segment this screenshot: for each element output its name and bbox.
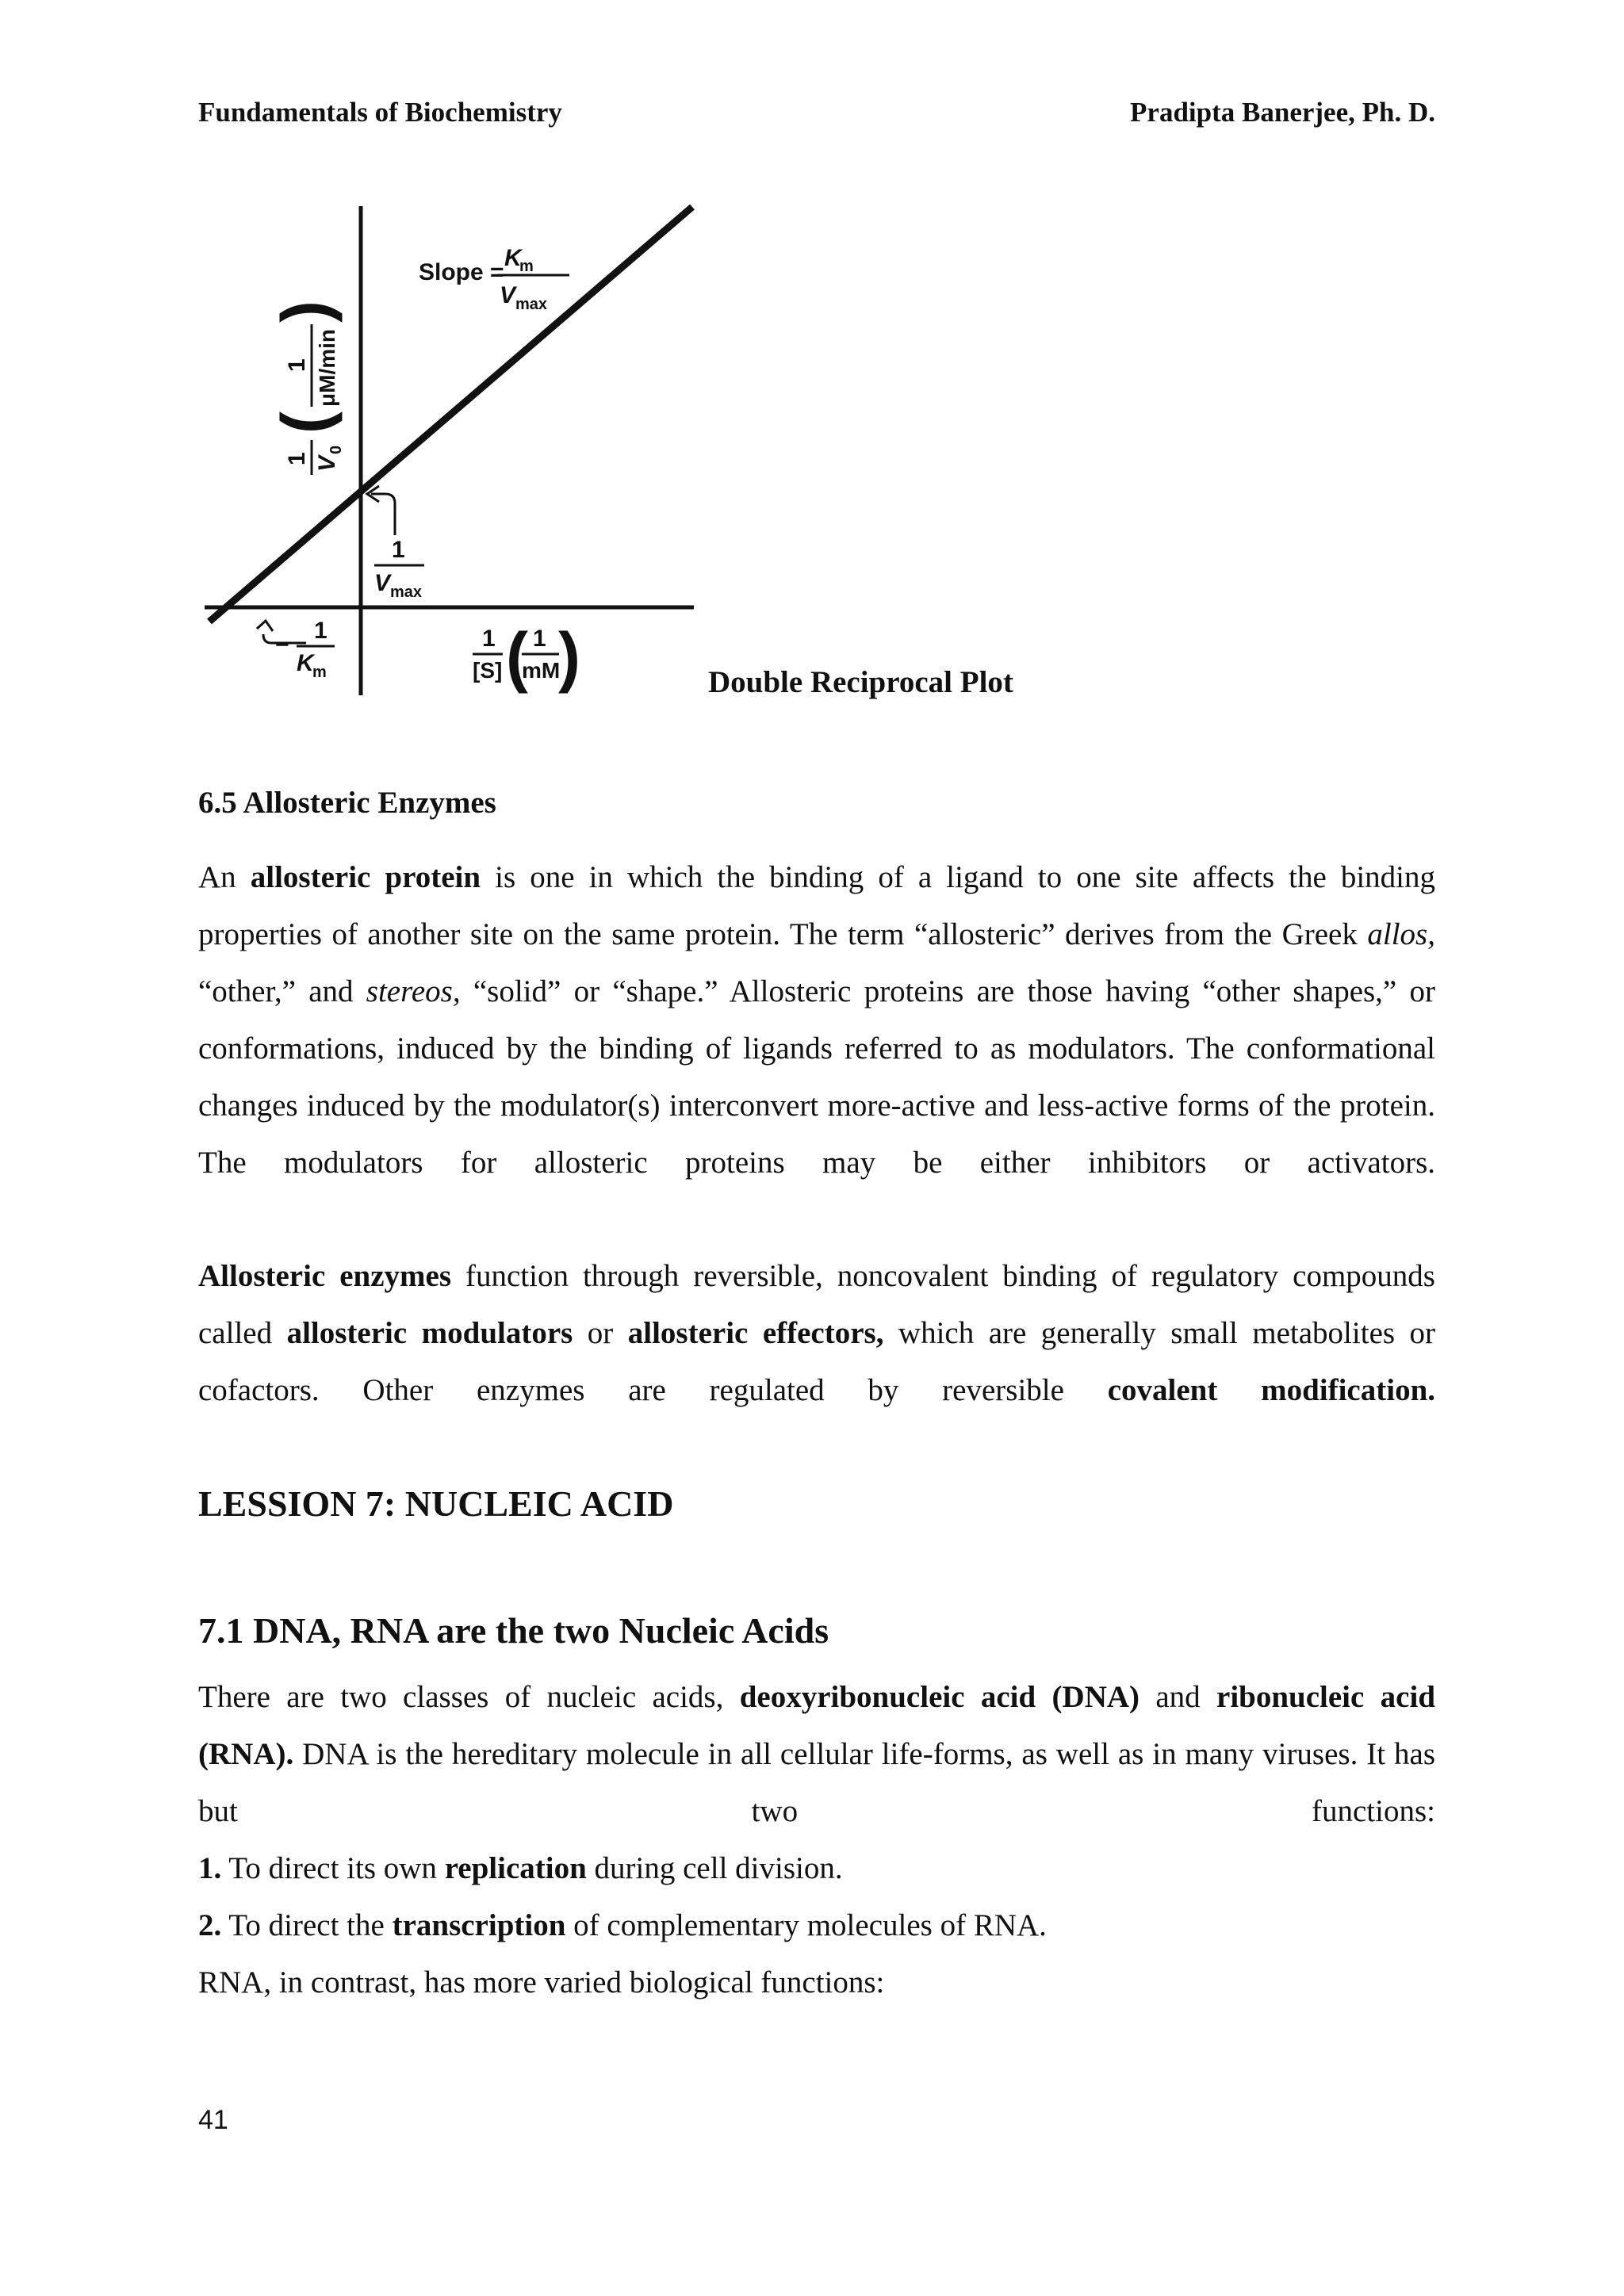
svg-text:m: m [312, 664, 327, 681]
svg-text:max: max [390, 584, 423, 601]
svg-text:): ) [558, 619, 580, 694]
svg-text:[S]: [S] [473, 658, 503, 683]
section-heading-7-1: 7.1 DNA, RNA are the two Nucleic Acids [198, 1610, 829, 1651]
slope-label [419, 245, 569, 313]
section-heading-6-5: 6.5 Allosteric Enzymes [198, 786, 496, 820]
double-reciprocal-plot [198, 194, 706, 702]
svg-text:1: 1 [284, 358, 310, 372]
y-intercept-label [367, 486, 424, 601]
svg-text:max: max [515, 296, 548, 313]
paragraph-allosteric-protein: An allosteric protein is one in which the binding of a ligand to one site affects the binding properties of another site on the same protein. The term “allosteric” derives from the Greek allos, “other,” and stereos, “solid” or “shape.” Allosteric proteins are those having “other shapes,” or conformations, induced by the binding of ligands referred to as modulators. The conformational changes induced by the modulator(s) interconvert more-active and less-active forms of the protein. The modulators for allosteric proteins may be either inhibitors or activators. [198, 860, 1435, 1180]
figure-caption: Double Reciprocal Plot [708, 665, 1013, 699]
svg-text:1: 1 [284, 452, 310, 465]
svg-text:1: 1 [482, 626, 496, 652]
svg-text:1: 1 [533, 626, 546, 652]
svg-text:(: ( [506, 619, 528, 694]
svg-text:Slope =: Slope = [419, 259, 504, 285]
svg-text:1: 1 [392, 537, 405, 563]
svg-text:m: m [519, 258, 534, 275]
svg-text:V: V [374, 570, 391, 596]
y-axis-label [268, 300, 345, 475]
svg-text:K: K [504, 245, 522, 271]
svg-text:(: ( [268, 411, 343, 434]
list-item: 2. To direct the transcription of complementary molecules of RNA. [198, 1908, 1047, 1942]
paragraph-allosteric-enzymes: Allosteric enzymes function through reversible, noncovalent binding of regulatory compounds called allosteric modulators or allosteric effectors, which are generally small metabolites or cofactors. Other enzymes are regulated by reversible covalent modification. [198, 1259, 1436, 1407]
lesson-title: LESSION 7: NUCLEIC ACID [198, 1483, 674, 1524]
running-header-author: Pradipta Banerjee, Ph. D. [1130, 97, 1435, 128]
svg-text:μM/min: μM/min [315, 328, 339, 407]
svg-text:V: V [500, 282, 516, 308]
page-number: 41 [198, 2105, 228, 2135]
x-axis-label [473, 619, 580, 694]
svg-text:−: − [275, 632, 289, 658]
running-header-title: Fundamentals of Biochemistry [198, 97, 562, 128]
svg-text:1: 1 [314, 618, 327, 644]
paragraph-nucleic-acids: There are two classes of nucleic acids, deoxyribonucleic acid (DNA) and ribonucleic acid (RNA). DNA is the hereditary molecule in all cellular life-forms, as well as in many viruses. It has but two functions: [198, 1680, 1436, 1828]
svg-text:K: K [297, 650, 314, 676]
svg-text:mM: mM [522, 658, 561, 683]
x-intercept-label [257, 618, 335, 681]
svg-text:0: 0 [327, 445, 345, 454]
svg-text:): ) [268, 300, 343, 323]
list-item: 1. To direct its own replication during cell division. [198, 1851, 843, 1885]
svg-text:V: V [314, 455, 340, 472]
paragraph-rna-functions: RNA, in contrast, has more varied biological functions: [198, 1965, 885, 1999]
